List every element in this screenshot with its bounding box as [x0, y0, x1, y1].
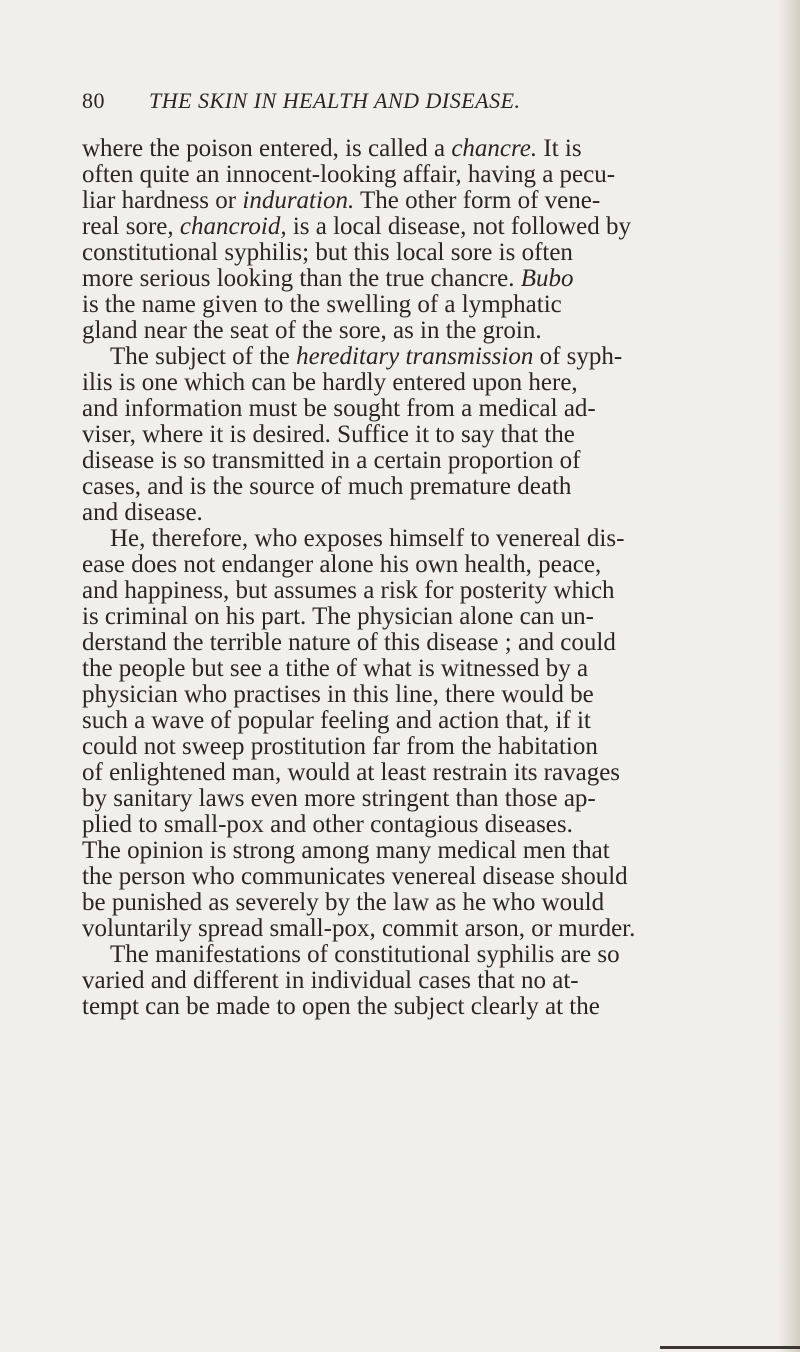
text-segment: is a local disease, not followed by	[286, 213, 631, 240]
text-segment: The manifestations of constitutional syphilis are so	[110, 941, 620, 968]
text-segment: and information must be sought from a medical ad-	[82, 395, 596, 422]
text-segment: and disease.	[82, 499, 203, 526]
text-segment: plied to small-pox and other contagious diseases.	[82, 811, 573, 838]
text-segment: viser, where it is desired. Suffice it to say that the	[82, 421, 575, 448]
text-segment: He, therefore, who exposes himself to venereal dis-	[110, 525, 625, 552]
text-segment: The other form of vene-	[354, 187, 601, 214]
text-segment: by sanitary laws even more stringent than those ap-	[82, 785, 596, 812]
text-line	[82, 890, 772, 916]
text-segment: tempt can be made to open the subject clearly at the	[82, 993, 600, 1020]
text-line	[82, 162, 772, 188]
text-line	[82, 994, 772, 1020]
text-segment: The subject of the	[110, 343, 297, 370]
italic-term: chancre.	[451, 135, 538, 162]
text-segment: of syph-	[533, 343, 623, 370]
text-line	[82, 552, 772, 578]
text-line	[82, 318, 772, 344]
text-line	[82, 396, 772, 422]
text-line	[82, 630, 772, 656]
bottom-rule	[660, 1346, 800, 1349]
text-line	[82, 266, 772, 292]
text-segment: disease is so transmitted in a certain proportion of	[82, 447, 581, 474]
text-segment: The opinion is strong among many medical men that	[82, 837, 610, 864]
italic-term: Bubo	[520, 265, 574, 292]
text-segment: the people but see a tithe of what is witnessed by a	[82, 655, 589, 682]
text-line	[82, 812, 772, 838]
text-line	[82, 500, 772, 526]
text-segment: and happiness, but assumes a risk for posterity which	[82, 577, 615, 604]
text-line	[82, 682, 772, 708]
italic-term: hereditary transmission	[296, 343, 534, 370]
text-segment: where the poison entered, is called a	[82, 135, 452, 162]
text-line	[82, 604, 772, 630]
text-segment: more serious looking than the true chancre.	[82, 265, 521, 292]
text-segment: of enlightened man, would at least restrain its ravages	[82, 759, 621, 786]
text-segment: gland near the seat of the sore, as in the groin.	[82, 317, 542, 344]
text-line	[82, 292, 772, 318]
text-line	[82, 188, 772, 214]
body-text	[82, 136, 772, 1020]
text-segment: be punished as severely by the law as he who would	[82, 889, 605, 916]
text-segment: could not sweep prostitution far from the habitation	[82, 733, 598, 760]
text-segment: ease does not endanger alone his own health, peace,	[82, 551, 602, 578]
text-segment: is the name given to the swelling of a lymphatic	[82, 291, 562, 318]
text-line	[82, 708, 772, 734]
text-line	[82, 656, 772, 682]
text-line	[82, 370, 772, 396]
text-line	[82, 864, 772, 890]
text-line	[82, 838, 772, 864]
text-line	[82, 786, 772, 812]
text-line	[82, 526, 772, 552]
text-line	[82, 422, 772, 448]
text-segment: real sore,	[82, 213, 180, 240]
text-segment: physician who practises in this line, there would be	[82, 681, 594, 708]
text-line	[82, 916, 772, 942]
text-segment: derstand the terrible nature of this disease ; and could	[82, 629, 616, 656]
page-edge-shadow	[778, 0, 800, 1352]
text-line	[82, 968, 772, 994]
text-segment: liar hardness or	[82, 187, 243, 214]
text-line	[82, 136, 772, 162]
text-segment: ilis is one which can be hardly entered upon here,	[82, 369, 578, 396]
text-line	[82, 474, 772, 500]
italic-term: chancroid,	[179, 213, 287, 240]
text-line	[82, 942, 772, 968]
text-line	[82, 344, 772, 370]
text-line	[82, 578, 772, 604]
text-segment: It is	[537, 135, 582, 162]
running-title: THE SKIN IN HEALTH AND DISEASE.	[149, 88, 521, 113]
text-segment: voluntarily spread small-pox, commit arson, or murder.	[82, 915, 636, 942]
page-number: 80	[82, 88, 105, 113]
text-segment: cases, and is the source of much premature death	[82, 473, 572, 500]
text-segment: constitutional syphilis; but this local sore is often	[82, 239, 573, 266]
running-head	[82, 88, 521, 114]
text-segment: such a wave of popular feeling and action that, if it	[82, 707, 591, 734]
text-line	[82, 760, 772, 786]
text-segment: is criminal on his part. The physician alone can un-	[82, 603, 594, 630]
text-line	[82, 240, 772, 266]
italic-term: induration.	[242, 187, 355, 214]
text-segment: often quite an innocent-looking affair, having a pecu-	[82, 161, 616, 188]
text-segment: the person who communicates venereal disease should	[82, 863, 628, 890]
text-line	[82, 448, 772, 474]
text-line	[82, 214, 772, 240]
text-line	[82, 734, 772, 760]
text-segment: varied and different in individual cases that no at-	[82, 967, 579, 994]
